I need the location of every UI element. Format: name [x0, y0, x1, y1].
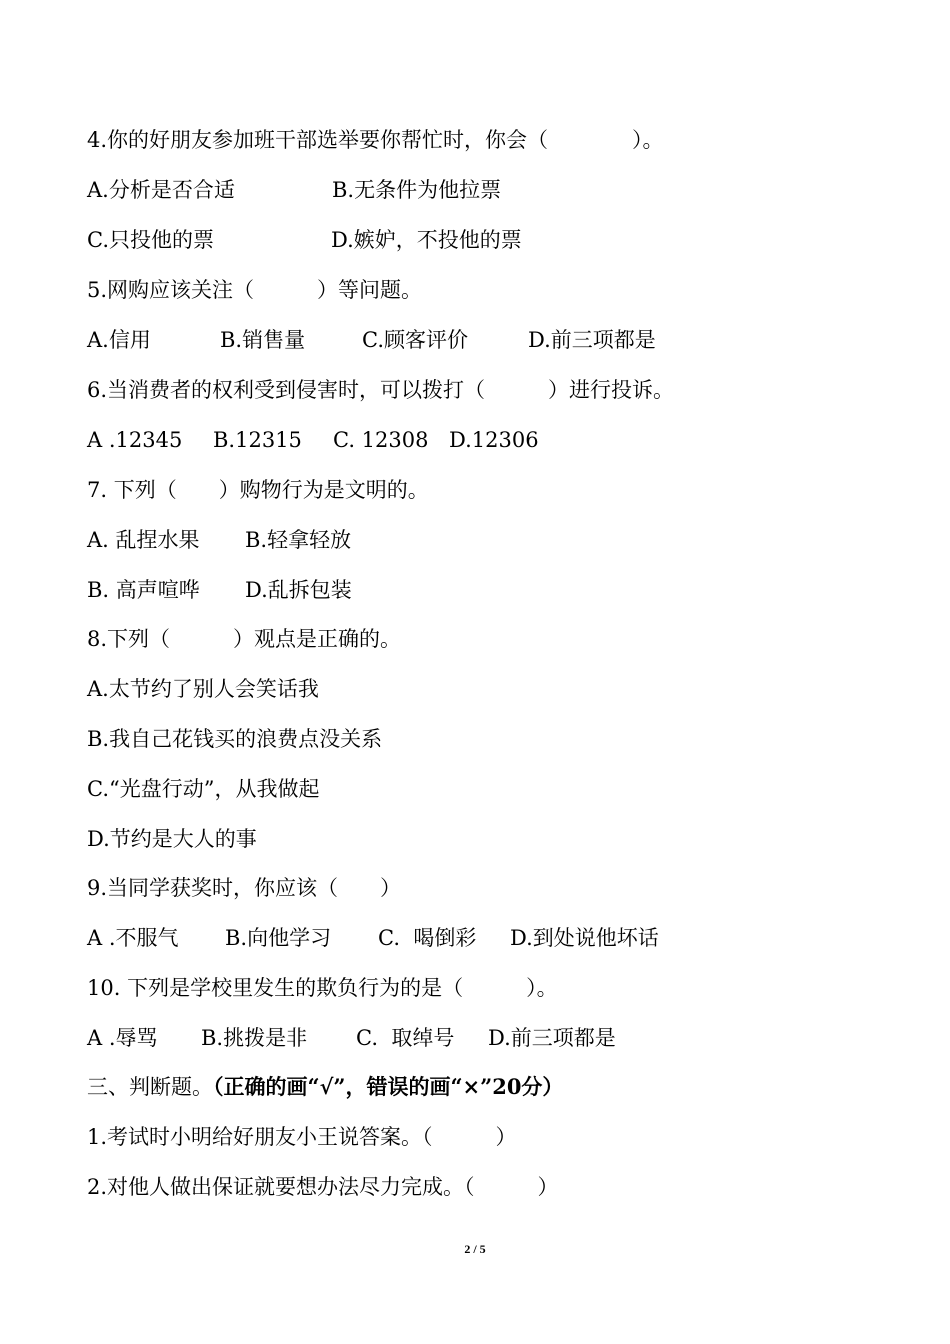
question-5-option-b: B.销售量: [220, 328, 306, 352]
question-9-option-d: D.到处说他坏话: [510, 926, 659, 950]
section-3-title: 三、判断题。: [87, 1075, 213, 1099]
question-7-option-d: D.乱拆包装: [245, 578, 352, 602]
question-10-option-d: D.前三项都是: [488, 1026, 616, 1050]
question-4-option-d: D.嫉妒，不投他的票: [331, 228, 522, 252]
judgement-item-2: 2.对他人做出保证就要想办法尽力完成。（ ）: [87, 1175, 559, 1199]
section-3-heading: [87, 1073, 563, 1101]
question-5-option-a: A.信用: [87, 328, 151, 352]
question-4-option-c: C.只投他的票: [87, 228, 214, 252]
question-6-option-c: C. 12308: [333, 428, 429, 452]
question-7-stem: 7. 下列（ ）购物行为是文明的。: [87, 478, 429, 502]
question-8-option-a: A.太节约了别人会笑话我: [87, 677, 319, 701]
question-9-stem: 9.当同学获奖时，你应该（ ）: [87, 876, 402, 900]
question-9-option-b: B.向他学习: [225, 926, 332, 950]
question-5-option-d: D.前三项都是: [528, 328, 656, 352]
question-8-option-d: D.节约是大人的事: [87, 827, 257, 851]
question-9-option-a: A .不服气: [87, 926, 179, 950]
question-9-option-c: C. 喝倒彩: [378, 926, 477, 950]
question-8-option-c: C.“光盘行动”，从我做起: [87, 777, 320, 801]
judgement-item-1: 1.考试时小明给好朋友小王说答案。（ ）: [87, 1125, 517, 1149]
question-5-stem: 5.网购应该关注（ ）等问题。: [87, 278, 423, 302]
question-10-stem: 10. 下列是学校里发生的欺负行为的是（ ）。: [87, 976, 558, 1000]
question-5-option-c: C.顾客评价: [362, 328, 468, 352]
question-6-stem: 6.当消费者的权利受到侵害时，可以拨打（ ）进行投诉。: [87, 378, 675, 402]
question-6-option-b: B.12315: [213, 428, 302, 452]
question-8-option-b: B.我自己花钱买的浪费点没关系: [87, 727, 383, 751]
section-3-instruction: （正确的画“√”，错误的画“×”20分）: [213, 1074, 564, 1099]
question-10-option-b: B.挑拨是非: [201, 1026, 308, 1050]
question-8-stem: 8.下列（ ）观点是正确的。: [87, 627, 402, 651]
question-4-stem: 4.你的好朋友参加班干部选举要你帮忙时，你会（ ）。: [87, 128, 664, 152]
question-10-option-a: A .辱骂: [87, 1026, 158, 1050]
question-10-option-c: C. 取绰号: [356, 1026, 455, 1050]
question-7-option-a: A. 乱捏水果: [87, 528, 200, 552]
question-4-option-b: B.无条件为他拉票: [332, 178, 502, 202]
question-7-option-b: B.轻拿轻放: [245, 528, 352, 552]
question-6-option-d: D.12306: [449, 428, 539, 452]
question-6-option-a: A .12345: [87, 428, 183, 452]
question-7-option-c: B. 高声喧哗: [87, 578, 200, 602]
question-4-option-a: A.分析是否合适: [87, 178, 235, 202]
page-number: 2 / 5: [464, 1242, 486, 1256]
